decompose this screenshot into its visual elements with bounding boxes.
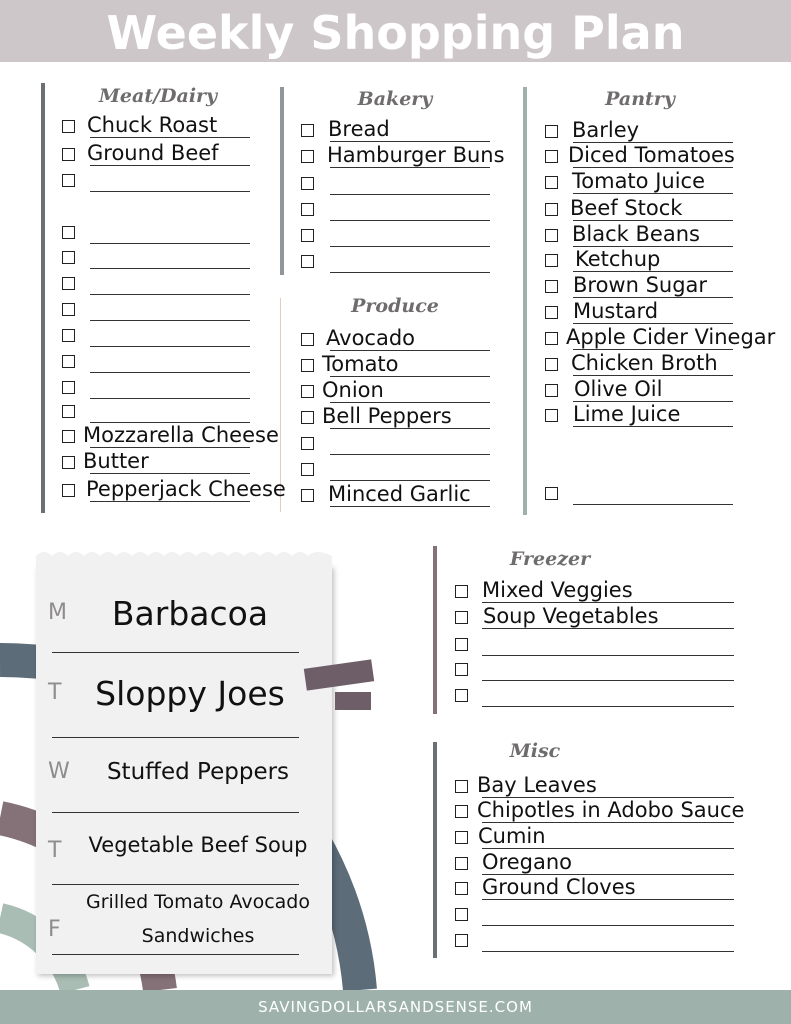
pantry-title: Pantry <box>605 88 675 110</box>
checklist-item <box>301 354 490 378</box>
checklist-item <box>545 404 733 428</box>
item-label: Soup Vegetables <box>483 604 659 628</box>
checklist-item <box>301 406 490 430</box>
item-label: Onion <box>322 378 384 402</box>
write-line <box>330 428 490 429</box>
item-label: Mustard <box>573 299 659 323</box>
checklist-item <box>545 145 733 169</box>
item-label: Olive Oil <box>574 377 663 401</box>
checkbox[interactable] <box>455 663 468 676</box>
checkbox[interactable] <box>62 430 75 443</box>
write-line <box>90 320 250 321</box>
checkbox[interactable] <box>62 329 75 342</box>
checklist-item <box>545 120 733 144</box>
item-label: Ketchup <box>575 247 661 271</box>
checklist-item <box>545 379 733 403</box>
write-line <box>330 272 490 273</box>
write-line <box>90 165 250 166</box>
checklist-item <box>301 250 490 274</box>
write-line <box>90 473 250 474</box>
checklist-item <box>455 929 734 953</box>
checkbox[interactable] <box>545 358 558 371</box>
write-line <box>482 848 734 849</box>
write-line <box>330 220 490 221</box>
write-line <box>90 447 250 448</box>
meal-friday: Grilled Tomato Avocado <box>86 891 310 913</box>
item-label: Ground Cloves <box>482 875 636 899</box>
write-line <box>482 899 734 900</box>
day-letter-tuesday: T <box>48 680 62 705</box>
meal-thursday: Vegetable Beef Soup <box>88 833 308 857</box>
checklist-item <box>301 484 490 508</box>
checklist-item <box>301 328 490 352</box>
item-label: Chuck Roast <box>87 113 218 137</box>
checkbox[interactable] <box>62 251 75 264</box>
write-line <box>573 426 733 427</box>
checkbox[interactable] <box>545 229 558 242</box>
write-line <box>90 398 250 399</box>
write-line <box>330 194 490 195</box>
checklist-item <box>545 482 733 506</box>
checkbox[interactable] <box>301 359 314 372</box>
checklist-item <box>545 171 733 195</box>
checklist-item <box>545 325 776 351</box>
item-label: Chipotles in Adobo Sauce <box>477 798 745 822</box>
write-line <box>330 350 490 351</box>
write-line <box>482 680 734 681</box>
checklist-item <box>301 119 490 143</box>
checklist-item <box>62 451 250 475</box>
checkbox[interactable] <box>301 203 314 216</box>
write-line <box>573 193 733 194</box>
checklist-item <box>62 115 250 139</box>
write-line <box>90 243 250 244</box>
checkbox[interactable] <box>62 355 75 368</box>
item-label: Oregano <box>482 850 572 874</box>
item-label: Beef Stock <box>570 196 683 220</box>
day-letter-thursday: T <box>48 838 62 863</box>
checkbox[interactable] <box>455 882 468 895</box>
write-line <box>573 297 733 298</box>
checkbox[interactable] <box>62 120 75 133</box>
checklist-item <box>455 633 734 657</box>
meal-line <box>52 737 299 738</box>
checklist-item <box>62 477 286 503</box>
checkbox[interactable] <box>545 176 558 189</box>
checklist-item <box>62 400 250 424</box>
divider-misc <box>433 742 437 958</box>
item-label: Barley <box>572 118 640 142</box>
write-line <box>482 628 734 629</box>
item-label: Lime Juice <box>573 402 681 426</box>
write-line <box>573 220 733 221</box>
write-line <box>330 246 490 247</box>
write-line <box>573 504 733 505</box>
checkbox[interactable] <box>455 585 468 598</box>
checkbox[interactable] <box>301 177 314 190</box>
checkbox[interactable] <box>455 689 468 702</box>
write-line <box>90 346 250 347</box>
checklist-item <box>455 903 734 927</box>
checkbox[interactable] <box>301 437 314 450</box>
item-label: Black Beans <box>572 222 700 246</box>
checkbox[interactable] <box>545 487 558 500</box>
item-label: Pepperjack Cheese <box>86 477 286 501</box>
divider-bakery <box>280 87 284 275</box>
item-label: Chicken Broth <box>571 351 718 375</box>
item-label: Avocado <box>326 326 416 350</box>
item-label: Minced Garlic <box>328 482 471 506</box>
checklist-item <box>62 350 250 374</box>
write-line <box>482 602 734 603</box>
page-title: Weekly Shopping Plan <box>106 6 685 60</box>
checklist-item <box>62 423 279 449</box>
meal-monday: Barbacoa <box>111 594 269 633</box>
checkbox[interactable] <box>62 381 75 394</box>
item-label: Tomato Juice <box>572 169 705 193</box>
write-line <box>482 951 734 952</box>
checkbox[interactable] <box>455 831 468 844</box>
day-letter-wednesday: W <box>48 759 70 784</box>
checklist-item <box>301 458 490 482</box>
checklist-item <box>62 324 250 348</box>
meal-line <box>52 652 299 653</box>
checkbox[interactable] <box>62 277 75 290</box>
checkbox[interactable] <box>545 125 558 138</box>
checklist-item <box>545 198 733 222</box>
meal-line <box>52 954 299 955</box>
checkbox[interactable] <box>62 456 75 469</box>
checklist-item <box>301 380 490 404</box>
write-line <box>90 372 250 373</box>
write-line <box>573 375 733 376</box>
item-label: Hamburger Buns <box>327 143 505 167</box>
checklist-item <box>62 376 250 400</box>
checklist-item <box>455 684 734 708</box>
checkbox[interactable] <box>62 148 75 161</box>
write-line <box>90 268 250 269</box>
write-line <box>573 323 733 324</box>
checkbox[interactable] <box>545 150 558 163</box>
checkbox[interactable] <box>62 405 75 418</box>
checklist-item <box>62 246 250 270</box>
checkbox[interactable] <box>62 174 75 187</box>
checkbox[interactable] <box>62 303 75 316</box>
checkbox[interactable] <box>455 638 468 651</box>
meal-wednesday: Stuffed Peppers <box>106 759 290 785</box>
checkbox[interactable] <box>545 203 558 216</box>
write-line <box>482 925 734 926</box>
item-label: Mozzarella Cheese <box>83 423 279 447</box>
day-letter-friday: F <box>48 917 61 942</box>
item-label: Tomato <box>322 352 399 376</box>
write-line <box>330 402 490 403</box>
checklist-item <box>455 580 734 604</box>
write-line <box>90 191 250 192</box>
checkbox[interactable] <box>545 409 558 422</box>
checklist-item <box>62 169 250 193</box>
divider-meat <box>41 83 45 513</box>
checklist-item <box>545 224 733 248</box>
checklist-item <box>301 224 490 248</box>
misc-title: Misc <box>509 740 561 762</box>
bakery-title: Bakery <box>357 88 433 110</box>
checkbox[interactable] <box>62 484 75 497</box>
checkbox[interactable] <box>455 805 468 818</box>
checklist-item <box>455 606 734 630</box>
checkbox[interactable] <box>301 489 314 502</box>
checkbox[interactable] <box>301 124 314 137</box>
write-line <box>330 141 490 142</box>
checkbox[interactable] <box>455 611 468 624</box>
checklist-item <box>455 798 745 824</box>
write-line <box>482 822 734 823</box>
write-line <box>330 480 490 481</box>
checkbox[interactable] <box>455 934 468 947</box>
item-label: Apple Cider Vinegar <box>566 325 776 349</box>
write-line <box>573 349 733 350</box>
item-label: Ground Beef <box>87 141 219 165</box>
washi-tape-bottom <box>335 692 371 710</box>
checklist-item <box>455 852 734 876</box>
checkbox[interactable] <box>301 411 314 424</box>
checklist-item <box>545 249 733 273</box>
footer-website: SAVINGDOLLARSANDSENSE.COM <box>258 998 533 1016</box>
item-label: Brown Sugar <box>573 273 708 297</box>
checkbox[interactable] <box>545 306 558 319</box>
checklist-item <box>62 143 250 167</box>
item-label: Bell Peppers <box>322 404 452 428</box>
checkbox[interactable] <box>301 229 314 242</box>
checklist-item <box>62 272 250 296</box>
meal-line <box>52 812 299 813</box>
notepad-torn-edge <box>36 548 332 570</box>
checklist-item <box>545 275 733 299</box>
checklist-item <box>301 143 505 169</box>
write-line <box>330 167 490 168</box>
write-line <box>573 271 733 272</box>
checkbox[interactable] <box>301 333 314 346</box>
write-line <box>482 706 734 707</box>
checkbox[interactable] <box>301 463 314 476</box>
write-line <box>482 655 734 656</box>
day-letter-monday: M <box>48 600 67 625</box>
item-label: Cumin <box>478 824 546 848</box>
checkbox[interactable] <box>62 226 75 239</box>
checklist-item <box>455 877 734 901</box>
checklist-item <box>301 198 490 222</box>
checklist-item <box>545 301 733 325</box>
checkbox[interactable] <box>455 908 468 921</box>
checkbox[interactable] <box>455 780 468 793</box>
item-label: Bread <box>328 117 390 141</box>
checkbox[interactable] <box>301 150 314 163</box>
write-line <box>330 454 490 455</box>
write-line <box>90 137 250 138</box>
checklist-item <box>545 353 733 377</box>
item-label: Diced Tomatoes <box>568 143 735 167</box>
checkbox[interactable] <box>455 857 468 870</box>
meal-tuesday: Sloppy Joes <box>95 674 285 713</box>
meal-line <box>52 884 299 885</box>
write-line <box>573 167 733 168</box>
checkbox[interactable] <box>301 385 314 398</box>
checklist-item <box>455 775 734 799</box>
checkbox[interactable] <box>545 280 558 293</box>
checklist-item <box>455 658 734 682</box>
checkbox[interactable] <box>545 254 558 267</box>
checklist-item <box>455 826 734 850</box>
checkbox[interactable] <box>545 384 558 397</box>
checkbox[interactable] <box>545 332 558 345</box>
produce-title: Produce <box>351 295 439 317</box>
divider-freezer <box>433 546 437 714</box>
checklist-item <box>301 172 490 196</box>
item-label: Bay Leaves <box>477 773 597 797</box>
checkbox[interactable] <box>301 255 314 268</box>
write-line <box>330 376 490 377</box>
item-label: Mixed Veggies <box>482 578 633 602</box>
write-line <box>90 294 250 295</box>
write-line <box>90 501 250 502</box>
freezer-title: Freezer <box>509 548 591 570</box>
divider-pantry <box>523 87 527 515</box>
item-label: Butter <box>83 449 149 473</box>
meal-friday-line2: Sandwiches <box>141 925 255 947</box>
checklist-item <box>301 432 490 456</box>
meat-dairy-title: Meat/Dairy <box>98 85 218 107</box>
checklist-item <box>62 221 250 245</box>
checklist-item <box>62 298 250 322</box>
write-line <box>330 506 490 507</box>
